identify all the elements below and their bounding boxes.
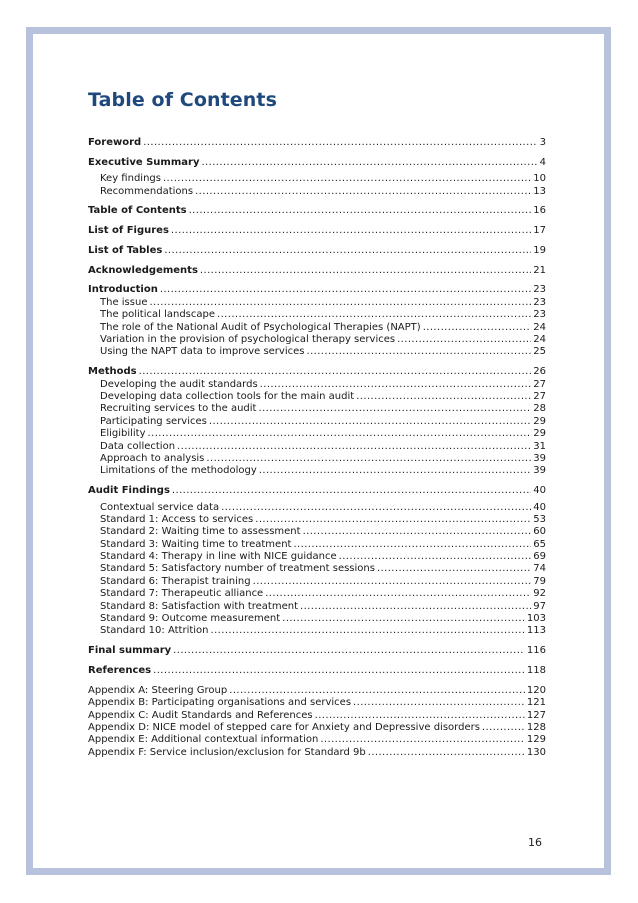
- toc-entry-page: 53: [533, 513, 546, 525]
- toc-entry-approach-to-analysis[interactable]: [88, 453, 546, 465]
- toc-entry-page: 121: [526, 697, 546, 709]
- toc-entry-label: Key findings: [100, 173, 161, 185]
- toc-entry-label: Contextual service data: [100, 501, 220, 513]
- toc-entry-executive-summary[interactable]: [88, 157, 546, 169]
- toc-entry-label: Audit Findings: [88, 485, 170, 497]
- toc-entry-label: Appendix C: Audit Standards and References: [88, 709, 313, 721]
- toc-entry-acknowledgements[interactable]: [88, 265, 546, 277]
- dot-leader: [171, 225, 531, 237]
- toc-entry-label: Standard 5: Satisfactory number of treatment sessions: [100, 563, 375, 575]
- toc-entry-page: 10: [533, 173, 546, 185]
- dot-leader: [282, 613, 525, 625]
- toc-entry-label: List of Figures: [88, 225, 169, 237]
- dot-leader: [201, 157, 537, 169]
- dot-leader: [149, 297, 531, 309]
- toc-entry-page: 92: [533, 588, 546, 600]
- dot-leader: [172, 485, 531, 497]
- toc-entry-page: 74: [533, 563, 546, 575]
- page-title: Table of Contents: [88, 89, 277, 111]
- toc-entry-label: Developing the audit standards: [100, 378, 258, 390]
- toc-entry-page: 29: [533, 428, 546, 440]
- toc-entry-page: 13: [533, 185, 546, 197]
- toc-entry-standard-5[interactable]: [88, 563, 546, 575]
- toc-entry-references[interactable]: [88, 665, 546, 677]
- toc-entry-developing-standards[interactable]: [88, 379, 546, 391]
- dot-leader: [153, 665, 525, 677]
- toc-entry-page: 23: [533, 309, 546, 321]
- toc-entry-page: 113: [526, 625, 546, 637]
- dot-leader: [259, 465, 531, 477]
- toc-entry-label: Standard 2: Waiting time to assessment: [100, 526, 301, 538]
- toc-entry-participating-services[interactable]: [88, 416, 546, 428]
- dot-leader: [293, 539, 531, 551]
- toc-entry-label: The issue: [100, 296, 148, 308]
- dot-leader: [163, 173, 531, 185]
- toc-entry-page: 120: [526, 684, 546, 696]
- toc-entry-label: Appendix D: NICE model of stepped care for Anxiety and Depressive disorders: [88, 721, 480, 733]
- toc-entry-page: 24: [533, 321, 546, 333]
- toc-entry-standard-9[interactable]: [88, 613, 546, 625]
- toc-entry-page: 40: [533, 501, 546, 513]
- dot-leader: [148, 428, 532, 440]
- toc-entry-appendix-c[interactable]: [88, 710, 546, 722]
- toc-entry-appendix-b[interactable]: [88, 697, 546, 709]
- toc-entry-page: 69: [533, 551, 546, 563]
- toc-entry-page: 127: [526, 709, 546, 721]
- toc-entry-recruiting-services[interactable]: [88, 403, 546, 415]
- toc-entry-final-summary[interactable]: [88, 645, 546, 657]
- toc-entry-appendix-f[interactable]: [88, 747, 546, 759]
- toc-entry-eligibility[interactable]: [88, 428, 546, 440]
- toc-entry-label: Approach to analysis: [100, 452, 205, 464]
- toc-entry-standard-3[interactable]: [88, 539, 546, 551]
- toc-entry-label: List of Tables: [88, 244, 163, 256]
- toc-entry-table-of-contents[interactable]: [88, 205, 546, 217]
- dot-leader: [320, 734, 525, 746]
- dot-leader: [353, 697, 525, 709]
- toc-entry-page: 39: [533, 465, 546, 477]
- toc-entry-standard-10[interactable]: [88, 625, 546, 637]
- toc-entry-using-napt-data[interactable]: [88, 346, 546, 358]
- dot-leader: [164, 245, 531, 257]
- dot-leader: [221, 502, 531, 514]
- toc-entry-label: References: [88, 664, 152, 676]
- toc-entry-list-of-tables[interactable]: [88, 245, 546, 257]
- toc-entry-label: Standard 9: Outcome measurement: [100, 613, 281, 625]
- toc-entry-page: 4: [539, 156, 546, 168]
- toc-entry-limitations[interactable]: [88, 465, 546, 477]
- toc-entry-label: The political landscape: [100, 309, 216, 321]
- page-number: 16: [528, 836, 542, 849]
- dot-leader: [173, 645, 525, 657]
- dot-leader: [229, 685, 525, 697]
- toc-entry-variation-in-provision[interactable]: [88, 334, 546, 346]
- toc-entry-page: 31: [533, 440, 546, 452]
- dot-leader: [211, 625, 525, 637]
- toc-entry-page: 3: [539, 137, 546, 148]
- dot-leader: [423, 322, 532, 334]
- toc-entry-page: 65: [533, 538, 546, 550]
- toc-entry-label: Standard 6: Therapist training: [100, 575, 251, 587]
- toc-entry-page: 26: [533, 366, 546, 378]
- toc-entry-page: 60: [533, 526, 546, 538]
- dot-leader: [303, 526, 532, 538]
- toc-entry-label: Table of Contents: [88, 205, 187, 217]
- dot-leader: [339, 551, 532, 563]
- dot-leader: [139, 366, 532, 378]
- toc-entry-label: Methods: [88, 366, 137, 378]
- toc-entry-label: Standard 10: Attrition: [100, 625, 209, 637]
- toc-entry-standard-2[interactable]: [88, 526, 546, 538]
- toc-entry-label: Appendix A: Steering Group: [88, 684, 228, 696]
- toc-entry-page: 129: [526, 734, 546, 746]
- toc-entry-recommendations[interactable]: [88, 186, 546, 198]
- toc-entry-label: Limitations of the methodology: [100, 465, 257, 477]
- dot-leader: [258, 403, 531, 415]
- toc-entry-appendix-e[interactable]: [88, 734, 546, 746]
- dot-leader: [377, 563, 531, 575]
- dot-leader: [195, 186, 531, 198]
- toc-entry-label: Appendix B: Participating organisations and services: [88, 697, 352, 709]
- dot-leader: [143, 137, 537, 149]
- toc-entry-page: 40: [533, 485, 546, 497]
- toc-entry-label: Standard 4: Therapy in line with NICE guidance: [100, 551, 337, 563]
- toc-entry-key-findings[interactable]: [88, 173, 546, 185]
- toc-entry-standard-8[interactable]: [88, 601, 546, 613]
- toc-entry-standard-4[interactable]: [88, 551, 546, 563]
- toc-entry-label: Executive Summary: [88, 156, 200, 168]
- toc-entry-standard-7[interactable]: [88, 588, 546, 600]
- toc-entry-page: 116: [526, 645, 546, 657]
- toc-entry-label: Standard 1: Access to services: [100, 513, 254, 525]
- toc-entry-label: Eligibility: [100, 428, 146, 440]
- toc-entry-label: Recruiting services to the audit: [100, 403, 257, 415]
- toc-entry-page: 27: [533, 378, 546, 390]
- toc-entry-page: 130: [526, 746, 546, 758]
- toc-entry-page: 39: [533, 452, 546, 464]
- toc-entry-label: The role of the National Audit of Psychological Therapies (NAPT): [100, 321, 421, 333]
- toc-entry-label: Final summary: [88, 645, 172, 657]
- toc-entry-role-of-napt[interactable]: [88, 322, 546, 334]
- dot-leader: [482, 722, 525, 734]
- dot-leader: [306, 346, 531, 358]
- toc-entry-page: 103: [526, 613, 546, 625]
- toc-entry-page: 97: [533, 600, 546, 612]
- toc-entry-label: Data collection: [100, 440, 176, 452]
- toc-entry-foreword[interactable]: [88, 137, 546, 149]
- toc-entry-label: Acknowledgements: [88, 264, 198, 276]
- toc-entry-introduction[interactable]: [88, 284, 546, 296]
- toc-entry-standard-6[interactable]: [88, 576, 546, 588]
- toc-entry-page: 24: [533, 334, 546, 346]
- dot-leader: [255, 514, 531, 526]
- dot-leader: [217, 309, 531, 321]
- toc-entry-audit-findings[interactable]: [88, 485, 546, 497]
- toc-entry-page: 79: [533, 575, 546, 587]
- toc-entry-page: 128: [526, 721, 546, 733]
- dot-leader: [356, 391, 531, 403]
- toc-entry-page: 17: [533, 225, 546, 237]
- toc-entry-label: Appendix E: Additional contextual information: [88, 734, 319, 746]
- toc-entry-page: 21: [533, 264, 546, 276]
- toc-entry-label: Standard 7: Therapeutic alliance: [100, 588, 264, 600]
- dot-leader: [265, 588, 531, 600]
- toc-entry-political-landscape[interactable]: [88, 309, 546, 321]
- dot-leader: [260, 379, 532, 391]
- toc-entry-appendix-d[interactable]: [88, 722, 546, 734]
- dot-leader: [300, 601, 531, 613]
- toc-entry-contextual-service-data[interactable]: [88, 502, 546, 514]
- toc-entry-page: 19: [533, 244, 546, 256]
- dot-leader: [206, 453, 531, 465]
- dot-leader: [368, 747, 525, 759]
- dot-leader: [253, 576, 532, 588]
- toc-entry-page: 27: [533, 390, 546, 402]
- toc-entry-page: 23: [533, 284, 546, 296]
- toc-entry-label: Recommendations: [100, 185, 194, 197]
- toc-entry-page: 29: [533, 415, 546, 427]
- toc-entry-label: Standard 8: Satisfaction with treatment: [100, 600, 299, 612]
- toc-entry-appendix-a[interactable]: [88, 685, 546, 697]
- dot-leader: [315, 710, 525, 722]
- toc-entry-page: 28: [533, 403, 546, 415]
- toc-entry-page: 118: [526, 664, 546, 676]
- toc-entry-label: Developing data collection tools for the main audit: [100, 390, 355, 402]
- toc-entry-label: Using the NAPT data to improve services: [100, 346, 305, 358]
- table-of-contents: [88, 137, 546, 759]
- dot-leader: [189, 205, 532, 217]
- dot-leader: [209, 416, 531, 428]
- toc-entry-page: 16: [533, 205, 546, 217]
- dot-leader: [200, 265, 531, 277]
- toc-entry-methods[interactable]: [88, 366, 546, 378]
- toc-entry-label: Foreword: [88, 137, 142, 148]
- toc-entry-data-collection-tools[interactable]: [88, 391, 546, 403]
- toc-entry-standard-1[interactable]: [88, 514, 546, 526]
- toc-entry-label: Participating services: [100, 415, 207, 427]
- dot-leader: [397, 334, 531, 346]
- toc-entry-label: Variation in the provision of psychological therapy services: [100, 334, 396, 346]
- toc-entry-page: 23: [533, 296, 546, 308]
- toc-entry-the-issue[interactable]: [88, 297, 546, 309]
- toc-entry-data-collection[interactable]: [88, 441, 546, 453]
- toc-entry-list-of-figures[interactable]: [88, 225, 546, 237]
- toc-entry-label: Appendix F: Service inclusion/exclusion for Standard 9b: [88, 746, 366, 758]
- toc-entry-page: 25: [533, 346, 546, 358]
- dot-leader: [177, 441, 531, 453]
- toc-entry-label: Standard 3: Waiting time to treatment: [100, 538, 292, 550]
- dot-leader: [160, 284, 531, 296]
- toc-entry-label: Introduction: [88, 284, 158, 296]
